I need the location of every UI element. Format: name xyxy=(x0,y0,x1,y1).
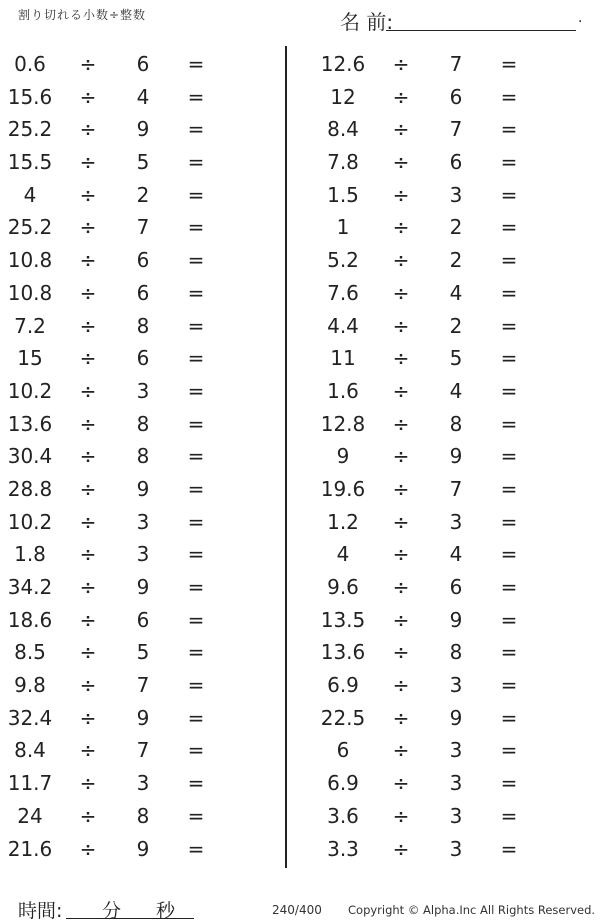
divide-sign: ÷ xyxy=(79,411,97,436)
equals-sign: = xyxy=(187,771,205,796)
dividend: 1.2 xyxy=(327,509,359,534)
problem-row xyxy=(313,113,563,146)
divisor: 5 xyxy=(136,150,150,175)
problem-row xyxy=(313,179,563,212)
problem-row xyxy=(313,48,563,81)
divide-sign: ÷ xyxy=(79,836,97,861)
problem-row xyxy=(313,146,563,179)
problem-row xyxy=(0,48,250,81)
divisor: 3 xyxy=(449,738,463,763)
dividend: 7.8 xyxy=(327,150,359,175)
divide-sign: ÷ xyxy=(392,150,410,175)
divide-sign: ÷ xyxy=(79,476,97,501)
divide-sign: ÷ xyxy=(392,84,410,109)
problem-row xyxy=(0,211,250,244)
divisor: 9 xyxy=(449,705,463,730)
divisor: 4 xyxy=(449,378,463,403)
seconds-label: 秒 xyxy=(156,900,176,922)
dividend: 10.8 xyxy=(7,280,53,305)
divisor: 8 xyxy=(449,640,463,665)
divisor: 7 xyxy=(449,52,463,76)
problem-row xyxy=(0,440,250,473)
equals-sign: = xyxy=(500,803,518,828)
equals-sign: = xyxy=(187,509,205,534)
problem-row xyxy=(313,734,563,767)
equals-sign: = xyxy=(187,378,205,403)
equals-sign: = xyxy=(187,542,205,567)
dividend: 9.8 xyxy=(14,673,46,698)
problem-row xyxy=(0,342,250,375)
equals-sign: = xyxy=(500,771,518,796)
divisor: 3 xyxy=(449,509,463,534)
dividend: 0.6 xyxy=(14,52,46,76)
dividend: 4 xyxy=(336,542,350,567)
equals-sign: = xyxy=(500,182,518,207)
divisor: 6 xyxy=(449,150,463,175)
problem-row xyxy=(0,734,250,767)
dividend: 4 xyxy=(23,182,37,207)
divide-sign: ÷ xyxy=(392,575,410,599)
divisor: 9 xyxy=(136,575,150,599)
equals-sign: = xyxy=(187,607,205,632)
name-end-mark: . xyxy=(578,10,583,26)
divisor: 7 xyxy=(136,215,150,240)
divisor: 3 xyxy=(449,182,463,207)
equals-sign: = xyxy=(187,150,205,175)
problem-row xyxy=(0,81,250,114)
divide-sign: ÷ xyxy=(392,705,410,730)
divisor: 3 xyxy=(136,771,150,796)
problem-row xyxy=(0,702,250,735)
equals-sign: = xyxy=(500,640,518,665)
equals-sign: = xyxy=(500,476,518,501)
problem-row xyxy=(0,571,250,604)
divisor: 8 xyxy=(136,313,150,338)
name-label: 名 前: xyxy=(340,10,394,34)
divide-sign: ÷ xyxy=(392,444,410,469)
dividend: 8.5 xyxy=(14,640,46,665)
dividend: 10.8 xyxy=(7,248,53,273)
problem-row xyxy=(0,636,250,669)
divide-sign: ÷ xyxy=(79,215,97,240)
divide-sign: ÷ xyxy=(79,640,97,665)
dividend: 10.2 xyxy=(7,509,53,534)
dividend: 8.4 xyxy=(327,117,359,142)
problem-row xyxy=(313,244,563,277)
dividend: 25.2 xyxy=(7,117,53,142)
divide-sign: ÷ xyxy=(79,607,97,632)
equals-sign: = xyxy=(500,509,518,534)
dividend: 24 xyxy=(17,803,43,828)
divide-sign: ÷ xyxy=(79,150,97,175)
divide-sign: ÷ xyxy=(392,378,410,403)
divide-sign: ÷ xyxy=(392,411,410,436)
divide-sign: ÷ xyxy=(79,52,97,76)
dividend: 30.4 xyxy=(7,444,53,469)
divide-sign: ÷ xyxy=(392,771,410,796)
problem-row xyxy=(0,375,250,408)
divisor: 3 xyxy=(136,378,150,403)
dividend: 34.2 xyxy=(7,575,53,599)
divide-sign: ÷ xyxy=(392,52,410,76)
equals-sign: = xyxy=(187,673,205,698)
problem-row xyxy=(0,473,250,506)
time-label: 時間: xyxy=(18,900,63,922)
divide-sign: ÷ xyxy=(392,607,410,632)
equals-sign: = xyxy=(500,84,518,109)
equals-sign: = xyxy=(187,346,205,371)
dividend: 22.5 xyxy=(320,705,366,730)
dividend: 13.5 xyxy=(320,607,366,632)
divide-sign: ÷ xyxy=(79,509,97,534)
equals-sign: = xyxy=(187,476,205,501)
problem-row xyxy=(313,506,563,539)
divide-sign: ÷ xyxy=(392,117,410,142)
equals-sign: = xyxy=(500,575,518,599)
dividend: 12.8 xyxy=(320,411,366,436)
equals-sign: = xyxy=(500,346,518,371)
equals-sign: = xyxy=(187,280,205,305)
divide-sign: ÷ xyxy=(79,117,97,142)
problem-row xyxy=(313,767,563,800)
equals-sign: = xyxy=(187,411,205,436)
dividend: 3.3 xyxy=(327,836,359,861)
dividend: 18.6 xyxy=(7,607,53,632)
divisor: 9 xyxy=(136,705,150,730)
equals-sign: = xyxy=(500,705,518,730)
name-field xyxy=(340,6,585,32)
divide-sign: ÷ xyxy=(79,378,97,403)
divisor: 2 xyxy=(449,248,463,273)
problem-row xyxy=(0,669,250,702)
equals-sign: = xyxy=(500,738,518,763)
problem-row xyxy=(0,767,250,800)
divisor: 3 xyxy=(136,509,150,534)
dividend: 13.6 xyxy=(7,411,53,436)
equals-sign: = xyxy=(500,411,518,436)
divide-sign: ÷ xyxy=(392,673,410,698)
problem-row xyxy=(0,538,250,571)
problem-row xyxy=(0,179,250,212)
problem-row xyxy=(313,375,563,408)
dividend: 12.6 xyxy=(320,52,366,76)
dividend: 15 xyxy=(17,346,43,371)
divisor: 9 xyxy=(136,117,150,142)
equals-sign: = xyxy=(500,607,518,632)
divisor: 6 xyxy=(136,607,150,632)
problem-row xyxy=(0,800,250,833)
divisor: 7 xyxy=(449,476,463,501)
equals-sign: = xyxy=(187,444,205,469)
dividend: 21.6 xyxy=(7,836,53,861)
divide-sign: ÷ xyxy=(79,444,97,469)
divide-sign: ÷ xyxy=(79,542,97,567)
problem-row xyxy=(313,81,563,114)
equals-sign: = xyxy=(500,52,518,76)
divisor: 3 xyxy=(449,803,463,828)
equals-sign: = xyxy=(500,542,518,567)
divisor: 5 xyxy=(136,640,150,665)
divisor: 2 xyxy=(136,182,150,207)
divisor: 6 xyxy=(449,575,463,599)
dividend: 13.6 xyxy=(320,640,366,665)
divisor: 4 xyxy=(449,280,463,305)
divisor: 2 xyxy=(449,313,463,338)
problem-row xyxy=(0,408,250,441)
equals-sign: = xyxy=(187,117,205,142)
equals-sign: = xyxy=(187,248,205,273)
problem-row xyxy=(313,211,563,244)
divide-sign: ÷ xyxy=(392,280,410,305)
minutes-label: 分 xyxy=(102,900,122,922)
dividend: 15.6 xyxy=(7,84,53,109)
equals-sign: = xyxy=(187,182,205,207)
copyright-notice: Copyright © Alpha.Inc All Rights Reserved. xyxy=(348,903,596,917)
equals-sign: = xyxy=(187,575,205,599)
equals-sign: = xyxy=(187,313,205,338)
divide-sign: ÷ xyxy=(79,673,97,698)
worksheet-title: 割り切れる小数÷整数 xyxy=(18,8,147,22)
divisor: 2 xyxy=(449,215,463,240)
problem-row xyxy=(313,800,563,833)
equals-sign: = xyxy=(187,640,205,665)
dividend: 11.7 xyxy=(7,771,53,796)
divide-sign: ÷ xyxy=(392,215,410,240)
dividend: 11 xyxy=(330,346,356,371)
equals-sign: = xyxy=(187,738,205,763)
divide-sign: ÷ xyxy=(392,803,410,828)
divisor: 3 xyxy=(449,836,463,861)
dividend: 6.9 xyxy=(327,771,359,796)
equals-sign: = xyxy=(500,673,518,698)
equals-sign: = xyxy=(500,248,518,273)
divisor: 7 xyxy=(449,117,463,142)
problem-row xyxy=(0,506,250,539)
problem-row xyxy=(313,636,563,669)
dividend: 9.6 xyxy=(327,575,359,599)
equals-sign: = xyxy=(500,313,518,338)
equals-sign: = xyxy=(187,803,205,828)
dividend: 3.6 xyxy=(327,803,359,828)
problem-row xyxy=(313,342,563,375)
divisor: 8 xyxy=(449,411,463,436)
equals-sign: = xyxy=(187,52,205,76)
dividend: 12 xyxy=(330,84,356,109)
equals-sign: = xyxy=(187,84,205,109)
divisor: 9 xyxy=(136,836,150,861)
divide-sign: ÷ xyxy=(392,346,410,371)
divisor: 3 xyxy=(449,771,463,796)
divide-sign: ÷ xyxy=(79,346,97,371)
dividend: 7.2 xyxy=(14,313,46,338)
divide-sign: ÷ xyxy=(392,182,410,207)
problem-row xyxy=(313,310,563,343)
equals-sign: = xyxy=(500,280,518,305)
dividend: 1.8 xyxy=(14,542,46,567)
equals-sign: = xyxy=(187,215,205,240)
dividend: 1 xyxy=(336,215,350,240)
divide-sign: ÷ xyxy=(392,836,410,861)
divide-sign: ÷ xyxy=(79,771,97,796)
equals-sign: = xyxy=(500,444,518,469)
dividend: 4.4 xyxy=(327,313,359,338)
divisor: 4 xyxy=(136,84,150,109)
equals-sign: = xyxy=(500,378,518,403)
problem-row xyxy=(0,833,250,866)
equals-sign: = xyxy=(500,150,518,175)
equals-sign: = xyxy=(187,836,205,861)
divide-sign: ÷ xyxy=(79,84,97,109)
page-count: 240/400 xyxy=(272,903,322,917)
dividend: 8.4 xyxy=(14,738,46,763)
divide-sign: ÷ xyxy=(392,640,410,665)
divisor: 7 xyxy=(136,673,150,698)
problem-row xyxy=(313,408,563,441)
divide-sign: ÷ xyxy=(392,313,410,338)
problem-column-right xyxy=(313,48,563,865)
divide-sign: ÷ xyxy=(79,280,97,305)
column-divider xyxy=(285,46,287,868)
divide-sign: ÷ xyxy=(392,476,410,501)
divisor: 6 xyxy=(136,280,150,305)
equals-sign: = xyxy=(500,117,518,142)
equals-sign: = xyxy=(500,836,518,861)
dividend: 6.9 xyxy=(327,673,359,698)
divide-sign: ÷ xyxy=(392,738,410,763)
divide-sign: ÷ xyxy=(79,705,97,730)
dividend: 5.2 xyxy=(327,248,359,273)
dividend: 28.8 xyxy=(7,476,53,501)
divisor: 9 xyxy=(449,607,463,632)
divide-sign: ÷ xyxy=(79,248,97,273)
divisor: 7 xyxy=(136,738,150,763)
divisor: 4 xyxy=(449,542,463,567)
problem-row xyxy=(0,146,250,179)
problem-row xyxy=(313,702,563,735)
divide-sign: ÷ xyxy=(79,182,97,207)
dividend: 19.6 xyxy=(320,476,366,501)
problem-row xyxy=(0,604,250,637)
dividend: 1.6 xyxy=(327,378,359,403)
divisor: 8 xyxy=(136,411,150,436)
divisor: 3 xyxy=(136,542,150,567)
divisor: 3 xyxy=(449,673,463,698)
problem-row xyxy=(313,440,563,473)
divisor: 8 xyxy=(136,803,150,828)
divide-sign: ÷ xyxy=(79,803,97,828)
divide-sign: ÷ xyxy=(392,509,410,534)
problem-row xyxy=(0,113,250,146)
divisor: 6 xyxy=(136,248,150,273)
problem-row xyxy=(0,310,250,343)
divisor: 6 xyxy=(449,84,463,109)
problem-row xyxy=(313,571,563,604)
divide-sign: ÷ xyxy=(79,313,97,338)
equals-sign: = xyxy=(500,215,518,240)
problem-row xyxy=(313,604,563,637)
divisor: 6 xyxy=(136,52,150,76)
divisor: 9 xyxy=(136,476,150,501)
dividend: 6 xyxy=(336,738,350,763)
problem-row xyxy=(313,473,563,506)
dividend: 1.5 xyxy=(327,182,359,207)
dividend: 7.6 xyxy=(327,280,359,305)
divisor: 8 xyxy=(136,444,150,469)
dividend: 10.2 xyxy=(7,378,53,403)
dividend: 25.2 xyxy=(7,215,53,240)
divisor: 9 xyxy=(449,444,463,469)
divide-sign: ÷ xyxy=(79,738,97,763)
problem-row xyxy=(313,669,563,702)
dividend: 9 xyxy=(336,444,350,469)
divide-sign: ÷ xyxy=(79,575,97,599)
problem-column-left xyxy=(0,48,250,865)
divisor: 6 xyxy=(136,346,150,371)
time-field xyxy=(18,896,188,920)
problem-row xyxy=(313,833,563,866)
divisor: 5 xyxy=(449,346,463,371)
dividend: 32.4 xyxy=(7,705,53,730)
dividend: 15.5 xyxy=(7,150,53,175)
name-underline xyxy=(386,30,576,31)
problem-row xyxy=(313,538,563,571)
equals-sign: = xyxy=(187,705,205,730)
divide-sign: ÷ xyxy=(392,248,410,273)
problem-row xyxy=(0,277,250,310)
divide-sign: ÷ xyxy=(392,542,410,567)
problem-row xyxy=(313,277,563,310)
problem-row xyxy=(0,244,250,277)
